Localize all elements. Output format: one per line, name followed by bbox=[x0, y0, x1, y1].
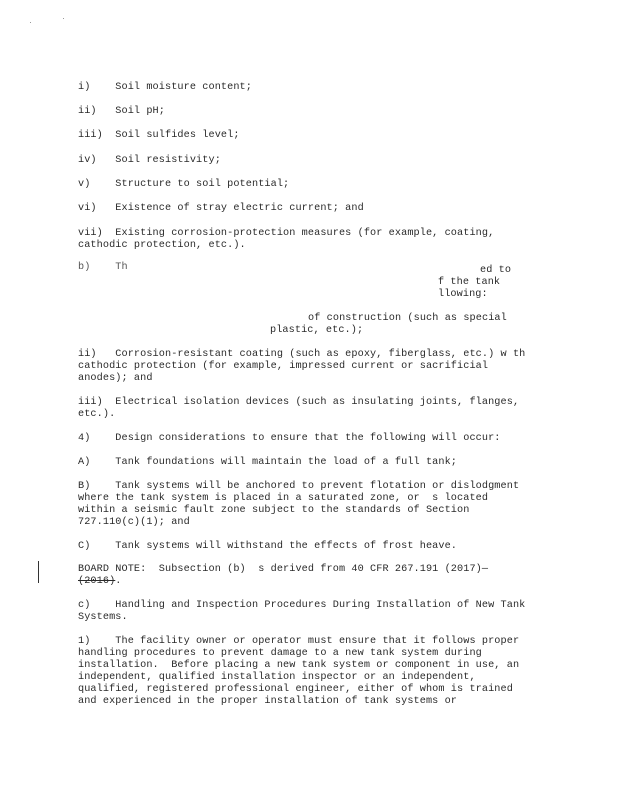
list-item: ii) Soil pH; bbox=[78, 106, 165, 117]
list-item: iii) Electrical isolation devices (such as insulating joints, flanges, bbox=[78, 397, 520, 408]
list-item: vii) Existing corrosion-protection measures (for example, coating, bbox=[78, 228, 495, 239]
faded-text-fragment: b) Th bbox=[78, 262, 215, 273]
numbered-paragraph: 1) The facility owner or operator must ensure that it follows proper bbox=[78, 636, 520, 647]
list-item: vi) Existence of stray electric current; and bbox=[78, 203, 364, 214]
list-item: B) Tank systems will be anchored to prevent flotation or dislodgment bbox=[78, 481, 520, 492]
revision-margin-bar bbox=[38, 561, 39, 583]
partial-text-fragment: f the tank bbox=[438, 277, 501, 288]
list-item: i) Soil moisture content; bbox=[78, 82, 252, 93]
scan-speck bbox=[30, 22, 31, 23]
partial-text-fragment: ed to bbox=[480, 265, 512, 276]
board-note-end: . bbox=[115, 576, 122, 587]
paragraph-line: qualified, registered professional engineer, either of whom is trained bbox=[78, 684, 513, 695]
paragraph-line: installation. Before placing a new tank system or component in use, an bbox=[78, 660, 520, 671]
list-item: v) Structure to soil potential; bbox=[78, 179, 290, 190]
list-item-continuation: cathodic protection (for example, impressed current or sacrificial bbox=[78, 361, 489, 372]
paragraph-line: and experienced in the proper installation of tank systems or bbox=[78, 696, 458, 707]
list-item-continuation: within a seismic fault zone subject to the standards of Section bbox=[78, 505, 470, 516]
section-heading: c) Handling and Inspection Procedures During Installation of New Tank bbox=[78, 600, 526, 611]
section-heading-continuation: Systems. bbox=[78, 612, 128, 623]
list-item-continuation: etc.). bbox=[78, 409, 116, 420]
numbered-paragraph: 4) Design considerations to ensure that the following will occur: bbox=[78, 433, 501, 444]
board-note-text: BOARD NOTE: Subsection (b) s derived from 40 CFR 267.191 (2017) bbox=[78, 564, 482, 575]
paragraph-line: independent, qualified installation inspector or an independent, bbox=[78, 672, 476, 683]
paragraph-line: handling procedures to prevent damage to a new tank system during bbox=[78, 648, 482, 659]
partial-text-fragment: of construction (such as special bbox=[308, 313, 507, 324]
list-item: C) Tank systems will withstand the effects of frost heave. bbox=[78, 541, 458, 552]
list-item-continuation: where the tank system is placed in a saturated zone, or s located bbox=[78, 493, 489, 504]
board-note-dash: — bbox=[481, 564, 489, 575]
list-item-continuation: anodes); and bbox=[78, 373, 153, 384]
scan-speck bbox=[63, 18, 64, 19]
list-item-continuation: cathodic protection, etc.). bbox=[78, 240, 246, 251]
list-item: ii) Corrosion-resistant coating (such as epoxy, fiberglass, etc.) w th bbox=[78, 349, 526, 360]
list-item-continuation: 727.110(c)(1); and bbox=[78, 517, 190, 528]
partial-text-fragment: llowing: bbox=[438, 289, 488, 300]
board-note bbox=[78, 564, 488, 576]
list-item: A) Tank foundations will maintain the load of a full tank; bbox=[78, 457, 458, 468]
struck-text: (2016) bbox=[78, 576, 116, 587]
list-item: iv) Soil resistivity; bbox=[78, 155, 221, 166]
partial-text-fragment: plastic, etc.); bbox=[270, 325, 364, 336]
board-note-continuation bbox=[78, 576, 122, 588]
list-item: iii) Soil sulfides level; bbox=[78, 130, 240, 141]
